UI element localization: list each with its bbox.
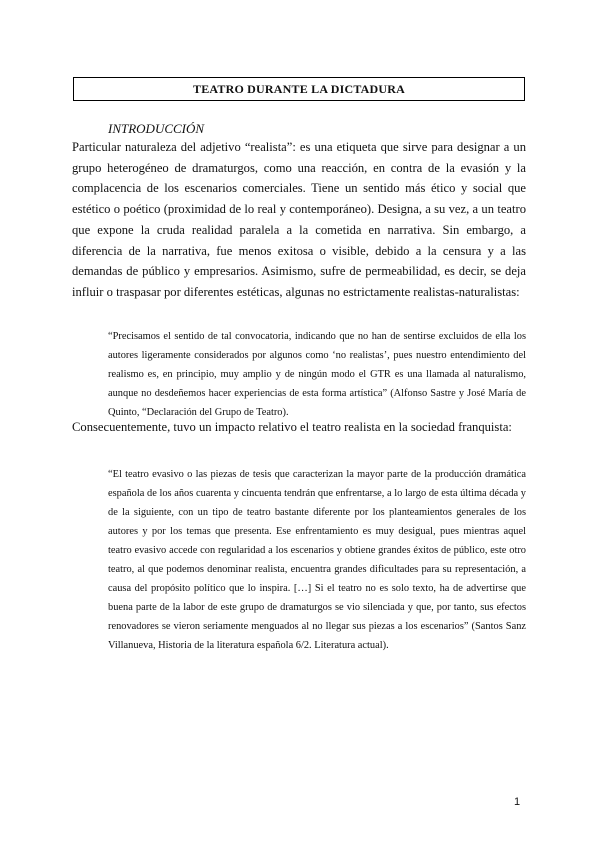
body-paragraph-1: Particular naturaleza del adjetivo “realista”: es una etiqueta que sirve para designar a un grupo heterogéneo de dramaturgos, como una reacción, en contra de la evasión y la complacencia de los escenarios comerciales. Tiene un sentido más ético y social que estético o poético (proximidad de lo real y contemporáneo). Designa, a su vez, a un teatro que expone la cruda realidad paralela a la cometida en narrativa. Sin embargo, a diferencia de la narrativa, fue menos exitosa o visible, debido a la censura y a las demandas de público y empresarios. Asimismo, sufre de permeabilidad, es decir, se deja influir o traspasar por diferentes estéticas, algunas no estrictamente realistas-naturalistas:: [72, 140, 526, 299]
section-heading-introduccion: INTRODUCCIÓN: [108, 121, 205, 136]
document-title: [73, 77, 525, 101]
document-title-text: TEATRO DURANTE LA DICTADURA: [193, 81, 405, 96]
body-paragraph-2: Consecuentemente, tuvo un impacto relativo el teatro realista en la sociedad franquista:: [72, 420, 512, 434]
page-number: 1: [514, 796, 521, 808]
block-quote-2: “El teatro evasivo o las piezas de tesis que caracterizan la mayor parte de la producción dramática española de los años cuarenta y cincuenta tendrán que enfrentarse, a lo largo de esta última década y de la siguiente, con un tipo de teatro bastante diferente por los planteamientos generales de los autores y por los temas que presenta. Ese enfrentamiento es muy desigual, pues mientras aquel teatro evasivo accede con regularidad a los escenarios y obtiene grandes éxitos de público, este otro teatro, al que podemos denominar realista, encuentra grandes dificultades para su representación, a causa del propósito político que lo inspira. […] Si el teatro no es solo texto, ha de advertirse que buena parte de la labor de este grupo de dramaturgos se vio silenciada y que, por tanto, sus efectos renovadores se vieron seriamente menguados al no llegar sus piezas a los escenarios” (Santos Sanz Villanueva, Historia de la literatura española 6/2. Literatura actual).: [108, 469, 526, 651]
block-quote-1: “Precisamos el sentido de tal convocatoria, indicando que no han de sentirse excluidos de ella los autores ligeramente considerados por algunos como ‘no realistas’, pues nuestro entendimiento del realismo es, en principio, muy amplio y de ningún modo el GTR es una llamada al naturalismo, aunque no desdeñemos hacer experiencias de esta forma artística” (Alfonso Sastre y José María de Quinto, “Declaración del Grupo de Teatro).: [108, 331, 526, 418]
